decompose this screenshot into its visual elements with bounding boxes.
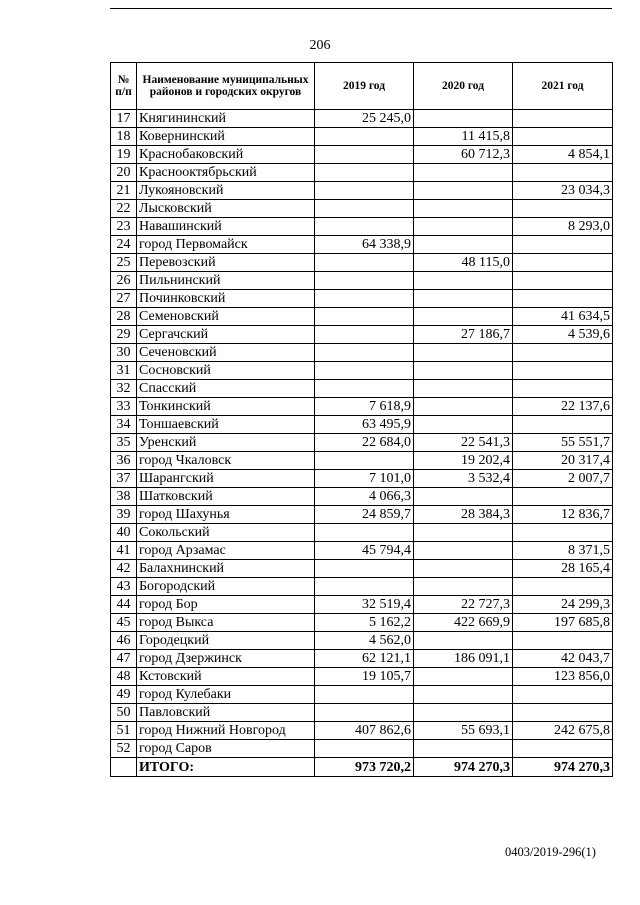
table-row xyxy=(111,110,613,128)
row-value-2019: 5 162,2 xyxy=(315,614,414,632)
row-name: Шарангский xyxy=(137,470,315,488)
row-value-2021: 22 137,6 xyxy=(513,398,613,416)
row-value-2021 xyxy=(513,236,613,254)
row-name: город Бор xyxy=(137,596,315,614)
row-value-2021 xyxy=(513,362,613,380)
row-value-2021 xyxy=(513,380,613,398)
table-row xyxy=(111,416,613,434)
row-name: Краснооктябрьский xyxy=(137,164,315,182)
table-row xyxy=(111,398,613,416)
row-number: 45 xyxy=(111,614,137,632)
row-value-2019: 407 862,6 xyxy=(315,722,414,740)
row-value-2021: 23 034,3 xyxy=(513,182,613,200)
row-number: 41 xyxy=(111,542,137,560)
table-row xyxy=(111,596,613,614)
row-value-2020 xyxy=(414,524,513,542)
row-value-2020 xyxy=(414,632,513,650)
row-name: Ковернинский xyxy=(137,128,315,146)
top-rule xyxy=(110,8,612,9)
row-value-2019 xyxy=(315,452,414,470)
row-value-2019 xyxy=(315,524,414,542)
row-value-2021 xyxy=(513,164,613,182)
table-row xyxy=(111,704,613,722)
row-number: 32 xyxy=(111,380,137,398)
row-number: 21 xyxy=(111,182,137,200)
total-row xyxy=(111,758,613,777)
table-row xyxy=(111,740,613,758)
table-row xyxy=(111,524,613,542)
row-number: 52 xyxy=(111,740,137,758)
row-value-2019 xyxy=(315,578,414,596)
table-row xyxy=(111,578,613,596)
row-value-2020 xyxy=(414,308,513,326)
row-number: 42 xyxy=(111,560,137,578)
row-name: Павловский xyxy=(137,704,315,722)
total-2019: 973 720,2 xyxy=(315,758,414,777)
row-number: 29 xyxy=(111,326,137,344)
row-value-2021: 4 854,1 xyxy=(513,146,613,164)
row-value-2020 xyxy=(414,668,513,686)
table-row xyxy=(111,650,613,668)
row-value-2021 xyxy=(513,632,613,650)
row-name: Лукояновский xyxy=(137,182,315,200)
row-name: Навашинский xyxy=(137,218,315,236)
row-value-2019 xyxy=(315,182,414,200)
row-value-2020 xyxy=(414,290,513,308)
row-value-2019 xyxy=(315,164,414,182)
row-value-2019 xyxy=(315,560,414,578)
row-value-2021 xyxy=(513,740,613,758)
row-value-2019 xyxy=(315,290,414,308)
row-number: 34 xyxy=(111,416,137,434)
row-value-2020 xyxy=(414,272,513,290)
row-number: 40 xyxy=(111,524,137,542)
row-number: 48 xyxy=(111,668,137,686)
row-number: 24 xyxy=(111,236,137,254)
table-row xyxy=(111,614,613,632)
row-number: 36 xyxy=(111,452,137,470)
row-value-2021: 4 539,6 xyxy=(513,326,613,344)
row-value-2020: 48 115,0 xyxy=(414,254,513,272)
row-number: 25 xyxy=(111,254,137,272)
row-value-2021 xyxy=(513,272,613,290)
row-value-2020 xyxy=(414,344,513,362)
row-name: город Дзержинск xyxy=(137,650,315,668)
table-row xyxy=(111,236,613,254)
row-value-2021 xyxy=(513,686,613,704)
row-name: город Кулебаки xyxy=(137,686,315,704)
row-value-2020: 19 202,4 xyxy=(414,452,513,470)
budget-table xyxy=(110,62,613,777)
row-value-2019 xyxy=(315,218,414,236)
row-value-2020 xyxy=(414,218,513,236)
row-name: Тонкинский xyxy=(137,398,315,416)
row-value-2021 xyxy=(513,524,613,542)
row-value-2021 xyxy=(513,344,613,362)
row-value-2020: 27 186,7 xyxy=(414,326,513,344)
row-name: Краснобаковский xyxy=(137,146,315,164)
header-name: Наименование муниципальных районов и городских округов xyxy=(137,63,315,110)
row-value-2020: 422 669,9 xyxy=(414,614,513,632)
table-header-row xyxy=(111,63,613,110)
table-row xyxy=(111,542,613,560)
row-name: Тоншаевский xyxy=(137,416,315,434)
row-number: 51 xyxy=(111,722,137,740)
header-2020: 2020 год xyxy=(414,63,513,110)
total-num-cell xyxy=(111,758,137,777)
table-row xyxy=(111,722,613,740)
row-value-2020 xyxy=(414,704,513,722)
row-value-2020 xyxy=(414,380,513,398)
total-2020: 974 270,3 xyxy=(414,758,513,777)
row-name: Сосновский xyxy=(137,362,315,380)
row-number: 22 xyxy=(111,200,137,218)
row-number: 46 xyxy=(111,632,137,650)
row-value-2021 xyxy=(513,578,613,596)
row-value-2019: 19 105,7 xyxy=(315,668,414,686)
row-value-2019 xyxy=(315,740,414,758)
row-value-2021: 123 856,0 xyxy=(513,668,613,686)
row-value-2019 xyxy=(315,362,414,380)
table-row xyxy=(111,506,613,524)
row-name: Спасский xyxy=(137,380,315,398)
row-name: город Шахунья xyxy=(137,506,315,524)
row-name: Богородский xyxy=(137,578,315,596)
row-value-2019: 22 684,0 xyxy=(315,434,414,452)
row-number: 39 xyxy=(111,506,137,524)
row-number: 35 xyxy=(111,434,137,452)
row-value-2019: 7 618,9 xyxy=(315,398,414,416)
row-value-2019 xyxy=(315,326,414,344)
row-value-2021: 24 299,3 xyxy=(513,596,613,614)
row-value-2020: 28 384,3 xyxy=(414,506,513,524)
row-value-2021: 8 293,0 xyxy=(513,218,613,236)
row-value-2020: 22 541,3 xyxy=(414,434,513,452)
row-value-2020: 60 712,3 xyxy=(414,146,513,164)
row-number: 44 xyxy=(111,596,137,614)
table-row xyxy=(111,290,613,308)
document-code: 0403/2019-296(1) xyxy=(505,845,596,859)
row-number: 37 xyxy=(111,470,137,488)
row-value-2020 xyxy=(414,110,513,128)
row-value-2020: 3 532,4 xyxy=(414,470,513,488)
row-value-2021 xyxy=(513,254,613,272)
total-label: ИТОГО: xyxy=(137,758,315,777)
row-value-2020 xyxy=(414,488,513,506)
row-value-2019 xyxy=(315,254,414,272)
row-value-2019: 4 066,3 xyxy=(315,488,414,506)
row-value-2020 xyxy=(414,362,513,380)
row-name: Уренский xyxy=(137,434,315,452)
row-value-2019 xyxy=(315,686,414,704)
row-value-2020: 22 727,3 xyxy=(414,596,513,614)
row-value-2019: 24 859,7 xyxy=(315,506,414,524)
row-number: 18 xyxy=(111,128,137,146)
table-row xyxy=(111,668,613,686)
table-row xyxy=(111,164,613,182)
row-value-2020 xyxy=(414,686,513,704)
row-value-2021: 8 371,5 xyxy=(513,542,613,560)
table-row xyxy=(111,182,613,200)
row-value-2020 xyxy=(414,236,513,254)
row-name: Пильнинский xyxy=(137,272,315,290)
row-number: 28 xyxy=(111,308,137,326)
row-value-2019: 62 121,1 xyxy=(315,650,414,668)
table-row xyxy=(111,128,613,146)
row-value-2019 xyxy=(315,308,414,326)
row-name: город Арзамас xyxy=(137,542,315,560)
row-value-2021: 2 007,7 xyxy=(513,470,613,488)
row-value-2020 xyxy=(414,164,513,182)
row-value-2021: 28 165,4 xyxy=(513,560,613,578)
row-value-2020: 55 693,1 xyxy=(414,722,513,740)
table-row xyxy=(111,632,613,650)
row-value-2021: 42 043,7 xyxy=(513,650,613,668)
row-name: Сокольский xyxy=(137,524,315,542)
row-value-2021: 20 317,4 xyxy=(513,452,613,470)
table-row xyxy=(111,344,613,362)
row-value-2020 xyxy=(414,200,513,218)
row-value-2019: 7 101,0 xyxy=(315,470,414,488)
row-value-2019: 32 519,4 xyxy=(315,596,414,614)
row-number: 50 xyxy=(111,704,137,722)
row-value-2020 xyxy=(414,560,513,578)
row-value-2021 xyxy=(513,704,613,722)
table-row xyxy=(111,326,613,344)
row-value-2019 xyxy=(315,200,414,218)
table-row xyxy=(111,272,613,290)
row-value-2019 xyxy=(315,272,414,290)
row-number: 26 xyxy=(111,272,137,290)
row-value-2019: 4 562,0 xyxy=(315,632,414,650)
total-2021: 974 270,3 xyxy=(513,758,613,777)
row-value-2021: 55 551,7 xyxy=(513,434,613,452)
row-name: город Выкса xyxy=(137,614,315,632)
row-number: 38 xyxy=(111,488,137,506)
row-value-2019 xyxy=(315,344,414,362)
row-name: Княгининский xyxy=(137,110,315,128)
row-number: 30 xyxy=(111,344,137,362)
row-value-2019 xyxy=(315,704,414,722)
row-name: Шатковский xyxy=(137,488,315,506)
row-value-2021: 242 675,8 xyxy=(513,722,613,740)
row-name: город Первомайск xyxy=(137,236,315,254)
row-name: Лысковский xyxy=(137,200,315,218)
table-row xyxy=(111,434,613,452)
row-name: Семеновский xyxy=(137,308,315,326)
row-value-2020: 186 091,1 xyxy=(414,650,513,668)
header-num: № п/п xyxy=(111,63,137,110)
table-row xyxy=(111,488,613,506)
table-row xyxy=(111,470,613,488)
row-value-2019: 25 245,0 xyxy=(315,110,414,128)
row-value-2019 xyxy=(315,146,414,164)
table-row xyxy=(111,254,613,272)
row-value-2019: 64 338,9 xyxy=(315,236,414,254)
header-2019: 2019 год xyxy=(315,63,414,110)
row-number: 20 xyxy=(111,164,137,182)
page-number: 206 xyxy=(309,38,331,53)
row-number: 17 xyxy=(111,110,137,128)
row-name: город Чкаловск xyxy=(137,452,315,470)
row-value-2021: 12 836,7 xyxy=(513,506,613,524)
row-value-2021 xyxy=(513,488,613,506)
table-row xyxy=(111,218,613,236)
row-value-2020: 11 415,8 xyxy=(414,128,513,146)
row-value-2021 xyxy=(513,416,613,434)
row-name: Починковский xyxy=(137,290,315,308)
row-value-2019: 63 495,9 xyxy=(315,416,414,434)
table-row xyxy=(111,452,613,470)
row-number: 49 xyxy=(111,686,137,704)
table-row xyxy=(111,686,613,704)
row-name: Балахнинский xyxy=(137,560,315,578)
row-number: 33 xyxy=(111,398,137,416)
row-value-2019 xyxy=(315,380,414,398)
row-value-2021: 197 685,8 xyxy=(513,614,613,632)
row-value-2021: 41 634,5 xyxy=(513,308,613,326)
row-name: Сергачский xyxy=(137,326,315,344)
row-number: 31 xyxy=(111,362,137,380)
row-value-2021 xyxy=(513,290,613,308)
row-number: 43 xyxy=(111,578,137,596)
table-row xyxy=(111,380,613,398)
table-row xyxy=(111,560,613,578)
table-row xyxy=(111,308,613,326)
row-number: 47 xyxy=(111,650,137,668)
table-row xyxy=(111,362,613,380)
row-value-2020 xyxy=(414,416,513,434)
row-number: 19 xyxy=(111,146,137,164)
header-2021: 2021 год xyxy=(513,63,613,110)
table-row xyxy=(111,200,613,218)
row-number: 27 xyxy=(111,290,137,308)
row-number: 23 xyxy=(111,218,137,236)
table-row xyxy=(111,146,613,164)
row-value-2020 xyxy=(414,740,513,758)
row-value-2021 xyxy=(513,110,613,128)
row-value-2019: 45 794,4 xyxy=(315,542,414,560)
table-body xyxy=(111,110,613,758)
row-value-2020 xyxy=(414,578,513,596)
row-value-2020 xyxy=(414,398,513,416)
row-value-2020 xyxy=(414,542,513,560)
row-value-2021 xyxy=(513,200,613,218)
row-name: Городецкий xyxy=(137,632,315,650)
row-name: Кстовский xyxy=(137,668,315,686)
row-value-2020 xyxy=(414,182,513,200)
row-value-2019 xyxy=(315,128,414,146)
row-name: Сеченовский xyxy=(137,344,315,362)
row-name: город Саров xyxy=(137,740,315,758)
row-name: город Нижний Новгород xyxy=(137,722,315,740)
row-name: Перевозский xyxy=(137,254,315,272)
row-value-2021 xyxy=(513,128,613,146)
